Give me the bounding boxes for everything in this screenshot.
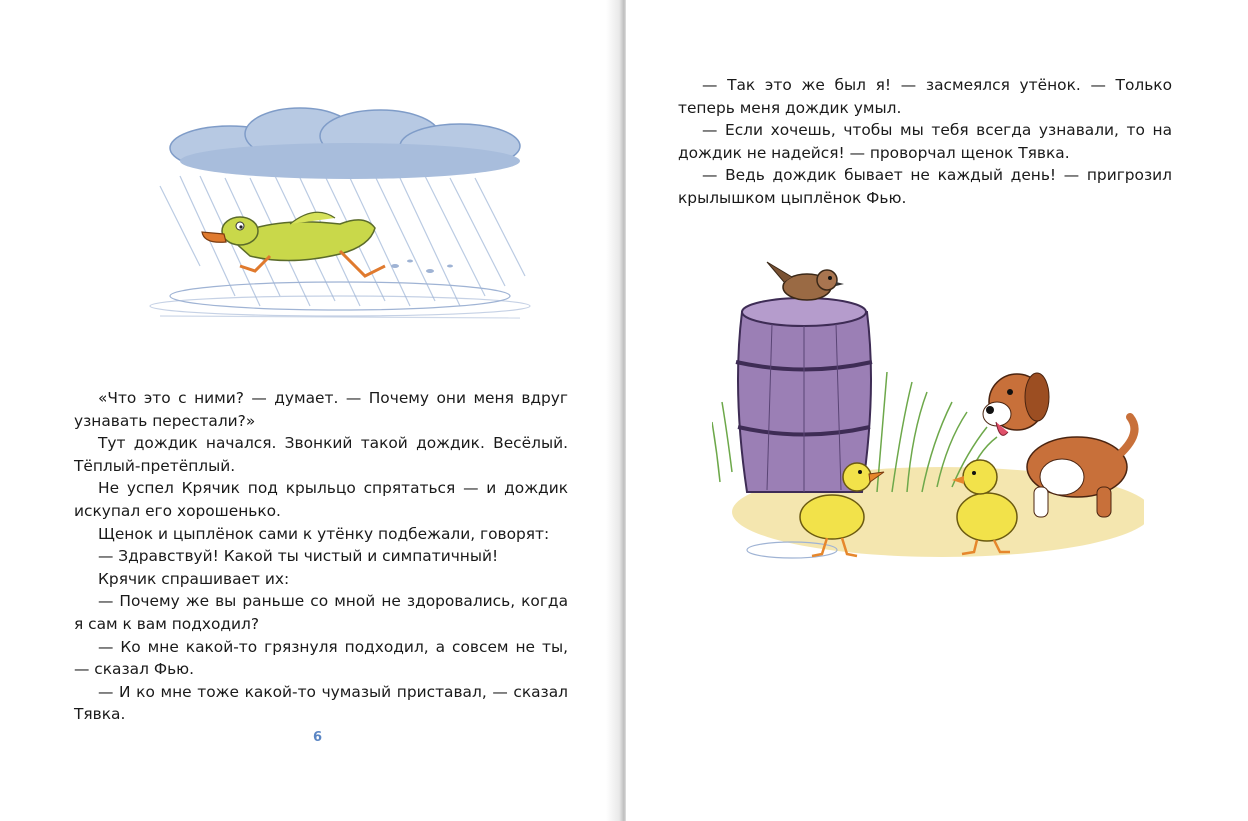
paragraph: Крячик спрашивает их: [98, 569, 290, 588]
paragraph: Тут дождик начался. Звонкий такой дождик. Весёлый. Тёплый-претёплый. [74, 434, 568, 475]
barrel-animals-illustration [712, 252, 1144, 572]
paragraph: — Ко мне какой-то грязнуля подходил, а совсем не ты, — сказал Фью. [74, 637, 568, 679]
duckling [202, 212, 385, 276]
right-page-text [678, 74, 1172, 210]
paragraph: — Если хочешь, чтобы мы тебя всегда узнавали, то на дождик не надейся! — проворчал щенок Тявка. [678, 121, 1172, 162]
page-number: 6 [313, 730, 323, 745]
barrel [736, 298, 872, 492]
paragraph: «Что это с ними? — думает. — Почему они меня вдруг узнавать перестали?» [74, 389, 568, 430]
puddle [150, 282, 530, 318]
paragraph: — Почему же вы раньше со мной не здоровались, когда я сам к вам подходил? [74, 592, 568, 633]
sparrow [767, 262, 844, 300]
paragraph: Щенок и цыплёнок сами к утёнку подбежали, говорят: [98, 524, 550, 543]
paragraph: — И ко мне тоже какой-то чумазый приставал, — сказал Тявка. [74, 682, 568, 724]
paragraph: — Так это же был я! — засмеялся утёнок. — Только теперь меня дождик умыл. [678, 76, 1172, 117]
left-page [0, 0, 620, 821]
duckling-rain-illustration [140, 106, 540, 330]
rain-cloud [170, 108, 520, 179]
paragraph: — Здравствуй! Какой ты чистый и симпатичный! [98, 547, 499, 566]
paragraph: — Ведь дождик бывает не каждый день! — пригрозил крылышком цыплёнок Фью. [678, 166, 1172, 207]
paragraph: Не успел Крячик под крыльцо спрятаться — и дождик искупал его хорошенько. [74, 479, 568, 520]
left-page-text [74, 387, 568, 726]
